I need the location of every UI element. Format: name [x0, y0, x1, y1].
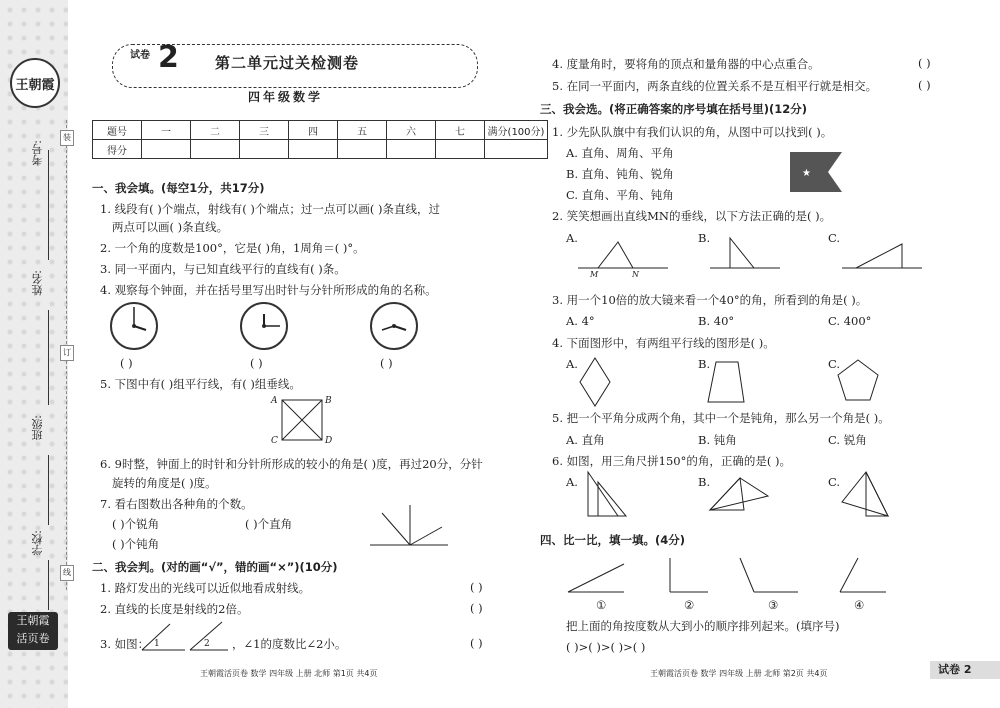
field-school: 学校:: [31, 530, 44, 556]
perpendicular-method-a: [578, 236, 668, 272]
score-cell[interactable]: [436, 140, 485, 159]
field-line: [48, 150, 49, 260]
question-1-4: 4. 观察每个钟面，并在括号里写出时针与分针所形成的角的名称。: [100, 283, 437, 297]
field-class: 班级:: [31, 415, 44, 441]
vertex-label: A: [271, 396, 278, 406]
question-3-1: 1. 少先队队旗中有我们认识的角，从图中可以找到( )。: [552, 125, 833, 139]
option-3-5-a[interactable]: A. 直角: [566, 433, 605, 447]
question-1-3: 3. 同一平面内，与已知直线平行的直线有( )条。: [100, 262, 346, 276]
score-row: 得分: [93, 140, 548, 159]
angle-label-1: 1: [154, 639, 160, 649]
rays-figure: [370, 505, 450, 547]
option-3-3-b[interactable]: B. 40°: [698, 314, 735, 328]
field-line: [48, 310, 49, 405]
perpendicular-method-c: [842, 236, 922, 272]
compare-angles-figure: [568, 558, 948, 594]
question-2-3-tail: ，∠1的度数比∠2小。: [232, 637, 347, 651]
score-header-row: 题号 一 二 三 四 五 六 七 满分(100分): [93, 121, 548, 140]
triangles-figure-c: [842, 472, 888, 518]
label-n: N: [632, 270, 639, 279]
vertex-label: D: [325, 436, 333, 446]
clock-answer-1[interactable]: ( ): [120, 356, 133, 370]
score-cell[interactable]: [387, 140, 436, 159]
brand-logo: 王朝霞: [10, 58, 60, 108]
option-3-1-c[interactable]: C. 直角、平角、钝角: [566, 188, 674, 202]
footer-right: 王朝霞活页卷 数学 四年级 上册 北师 第2页 共4页: [650, 669, 828, 678]
question-1-2: 2. 一个角的度数是100°，它是( )角，1周角＝( )°。: [100, 241, 365, 255]
triangles-figure-a: [578, 472, 628, 518]
option-3-4-a[interactable]: A.: [566, 357, 578, 371]
clock-answer-3[interactable]: ( ): [380, 356, 393, 370]
angle-label-a: ①: [596, 598, 607, 612]
option-3-3-a[interactable]: A. 4°: [566, 314, 595, 328]
sort-instruction: 把上面的角按度数从大到小的顺序排列起来。(填序号): [566, 619, 840, 633]
page-subtitle: 四年级数学: [248, 90, 324, 104]
question-2-3: 3. 如图：: [100, 637, 150, 651]
answer-2-2[interactable]: ( ): [470, 601, 483, 615]
question-2-4: 4. 度量角时，要将角的顶点和量角器的中心点重合。: [552, 57, 820, 71]
score-table: [92, 120, 548, 159]
angle-label-b: ②: [684, 598, 695, 612]
field-exam-no: 考号:: [31, 140, 44, 166]
bind-mark: 订: [60, 345, 74, 361]
option-3-2-c[interactable]: C.: [828, 231, 841, 245]
question-1-1-cont: 两点可以画( )条直线。: [112, 220, 229, 234]
bind-mark: 线: [60, 565, 74, 581]
binding-sidebar: [0, 0, 68, 708]
bind-mark: 装: [60, 130, 74, 146]
score-cell[interactable]: [240, 140, 289, 159]
option-3-2-b[interactable]: B.: [698, 231, 711, 245]
option-3-3-c[interactable]: C. 400°: [828, 314, 872, 328]
perpendicular-method-b: [710, 236, 780, 272]
section-4-title: 四、比一比，填一填。(4分): [540, 533, 686, 547]
section-2-title: 二、我会判。(对的画“√”，错的画“×”)(10分): [92, 560, 338, 574]
clock-hands: [0, 0, 1, 1]
answer-2-1[interactable]: ( ): [470, 580, 483, 594]
footer-left: 王朝霞活页卷 数学 四年级 上册 北师 第1页 共4页: [200, 669, 378, 678]
question-1-7: 7. 看右图数出各种角的个数。: [100, 497, 253, 511]
field-line: [48, 560, 49, 610]
section-1-title: 一、我会填。(每空1分，共17分): [92, 181, 265, 195]
score-cell[interactable]: [338, 140, 387, 159]
option-3-1-b[interactable]: B. 直角、钝角、锐角: [566, 167, 674, 181]
vertex-label: B: [325, 396, 332, 406]
exam-tag: 试卷: [130, 50, 150, 61]
score-cell[interactable]: [142, 140, 191, 159]
section-3-title: 三、我会选。(将正确答案的序号填在括号里)(12分): [540, 102, 808, 116]
q7-obtuse[interactable]: ( )个钝角: [112, 537, 160, 551]
question-1-1: 1. 线段有( )个端点，射线有( )个端点；过一点可以画( )条直线，过: [100, 202, 441, 216]
square-figure: [282, 400, 322, 440]
question-3-2: 2. 笑笑想画出直线MN的垂线，以下方法正确的是( )。: [552, 209, 832, 223]
question-3-4: 4. 下面图形中，有两组平行线的图形是( )。: [552, 336, 775, 350]
option-3-5-b[interactable]: B. 钝角: [698, 433, 737, 447]
score-cell[interactable]: [289, 140, 338, 159]
question-2-1: 1. 路灯发出的光线可以近似地看成射线。: [100, 581, 311, 595]
option-3-1-a[interactable]: A. 直角、周角、平角: [566, 146, 674, 160]
question-3-5: 5. 把一个平角分成两个角，其中一个是钝角，那么另一个角是( )。: [552, 411, 890, 425]
page-badge: 试卷 2: [930, 661, 1000, 679]
svg-text:★: ★: [802, 168, 811, 179]
question-3-3: 3. 用一个10倍的放大镜来看一个40°的角，所看到的角是( )。: [552, 293, 868, 307]
angle-label-d: ④: [854, 598, 865, 612]
question-1-5: 5. 下图中有( )组平行线，有( )组垂线。: [100, 377, 301, 391]
rhombus-shape: [580, 358, 610, 406]
exam-number: 2: [158, 40, 179, 75]
option-3-6-b[interactable]: B.: [698, 475, 711, 489]
question-3-6: 6. 如图，用三角尺拼150°的角，正确的是( )。: [552, 454, 791, 468]
label-m: M: [590, 270, 599, 279]
option-3-6-c[interactable]: C.: [828, 475, 841, 489]
answer-2-5[interactable]: ( ): [918, 78, 931, 92]
pentagon-shape: [838, 360, 878, 400]
flag-figure: [790, 152, 842, 192]
clock-answer-2[interactable]: ( ): [250, 356, 263, 370]
question-2-2: 2. 直线的长度是射线的2倍。: [100, 602, 249, 616]
option-3-6-a[interactable]: A.: [566, 475, 578, 489]
field-name: 姓名:: [31, 270, 44, 296]
question-1-6-cont: 旋转的角度是( )度。: [112, 476, 217, 490]
score-cell[interactable]: [191, 140, 240, 159]
sort-answer[interactable]: ( )>( )>( )>( ): [566, 640, 646, 654]
option-3-4-b[interactable]: B.: [698, 357, 711, 371]
option-3-4-c[interactable]: C.: [828, 357, 841, 371]
q7-right[interactable]: ( )个直角: [245, 517, 293, 531]
angle-label-2: 2: [204, 639, 210, 649]
question-1-6: 6. 9时整，钟面上的时针和分针所形成的较小的角是( )度，再过20分，分针: [100, 457, 483, 471]
answer-2-4[interactable]: ( ): [918, 56, 931, 70]
vertex-label: C: [271, 436, 278, 446]
question-2-5: 5. 在同一平面内，两条直线的位置关系不是互相平行就是相交。: [552, 79, 878, 93]
trapezoid-shape: [708, 362, 744, 402]
brand-bottom-logo: 王朝霞 活页卷: [8, 612, 58, 650]
triangles-figure-b: [710, 476, 770, 512]
field-line: [48, 455, 49, 525]
option-3-2-a[interactable]: A.: [566, 231, 578, 245]
angle-label-c: ③: [768, 598, 779, 612]
answer-2-3[interactable]: ( ): [470, 636, 483, 650]
q7-acute[interactable]: ( )个锐角: [112, 517, 160, 531]
score-cell[interactable]: [485, 140, 548, 159]
option-3-5-c[interactable]: C. 锐角: [828, 433, 867, 447]
page-title: 第二单元过关检测卷: [215, 54, 360, 72]
